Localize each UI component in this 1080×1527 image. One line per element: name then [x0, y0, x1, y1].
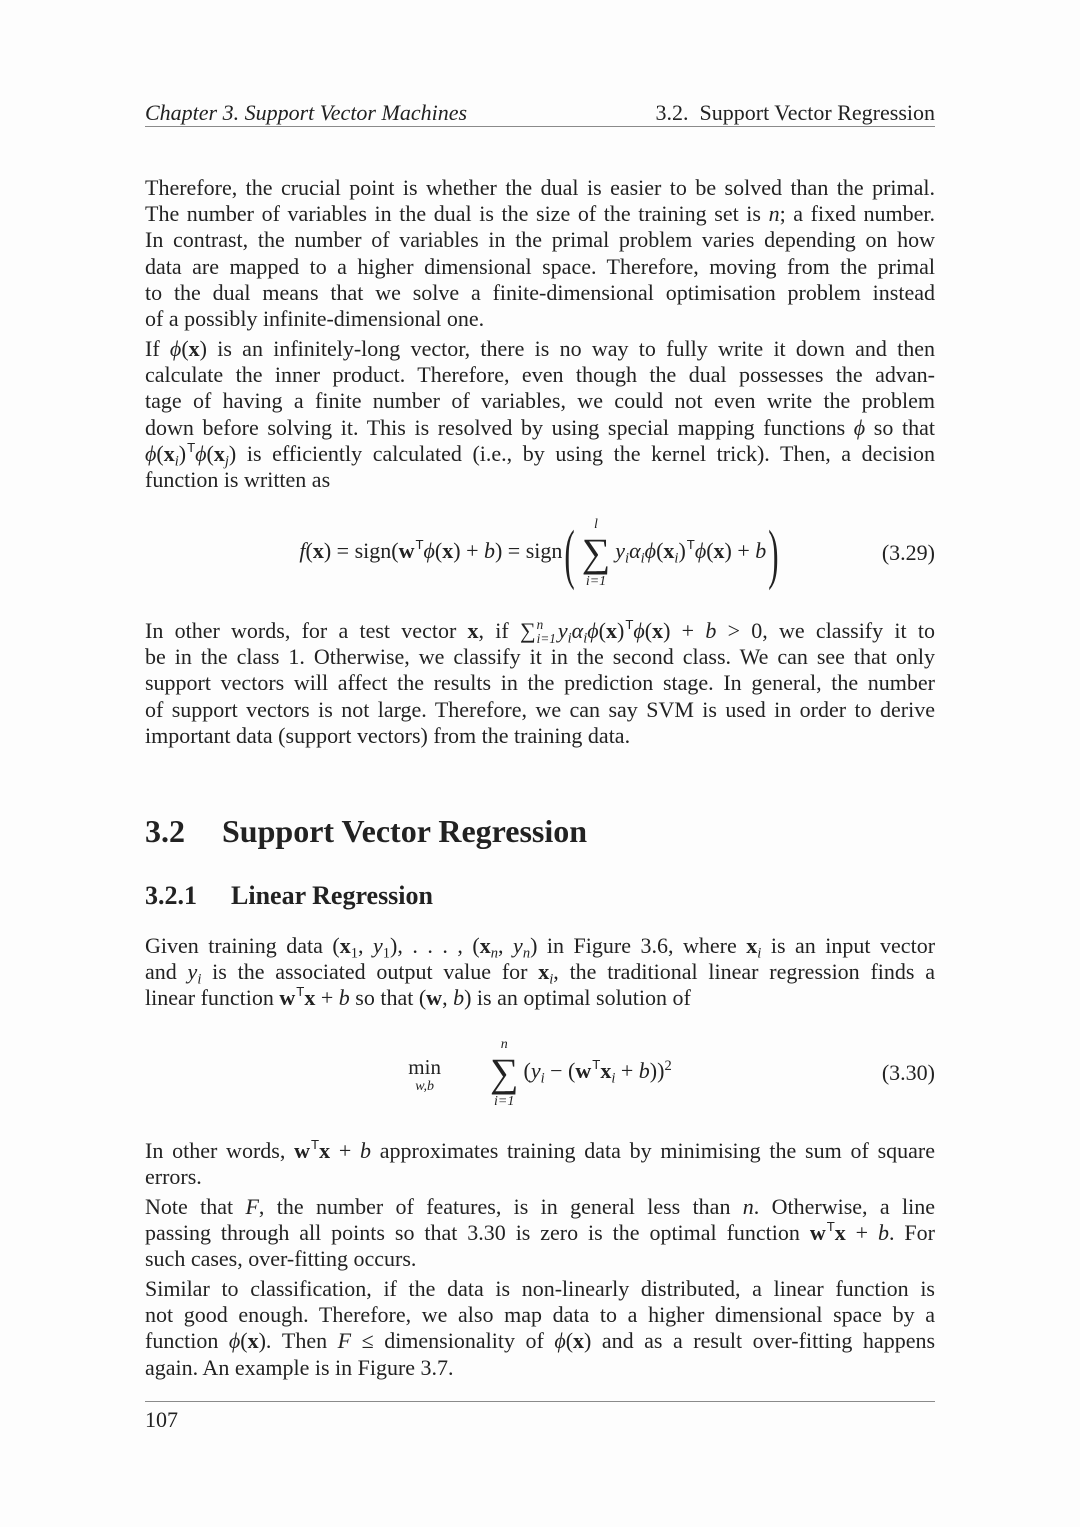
math-vector: w — [575, 1058, 592, 1084]
math-symbol: ( — [206, 440, 214, 466]
subscript: i — [540, 1070, 545, 1087]
text-run: . Otherwise, a line — [753, 1194, 936, 1219]
text-run: data are mapped to a higher dimensional space. Therefore, moving from the primal — [145, 253, 935, 279]
text-run: . Then — [265, 1328, 338, 1354]
math-symbol: + — [845, 1220, 879, 1246]
math-symbol: , — [442, 985, 454, 1011]
text-run: dimensionality of — [384, 1328, 555, 1354]
math-symbol: ) — [228, 440, 237, 466]
equation-expression — [299, 516, 780, 590]
math-vector: x — [213, 440, 225, 466]
text-line — [145, 201, 935, 227]
math-vector: x — [339, 933, 351, 958]
math-italic: n — [742, 1194, 754, 1219]
text-run: approximates training data by minimising the sum of square — [371, 1138, 935, 1163]
text-line — [145, 388, 935, 414]
subscript: i — [611, 1070, 616, 1087]
text-run: again. An example is in Figure 3.7. — [145, 1354, 454, 1380]
text-run: , if — [478, 618, 520, 643]
math-italic: ϕ — [633, 618, 645, 643]
math-symbol: ), . . . , ( — [390, 933, 480, 958]
math-italic: ϕ — [694, 538, 707, 564]
text-run: of a possibly infinite-dimensional one. — [145, 305, 485, 331]
text-run: , the traditional linear regression finds a — [553, 959, 935, 985]
math-symbol: ) — [584, 1328, 592, 1354]
math-symbol: , — [357, 933, 373, 958]
math-symbol: ( — [240, 1328, 248, 1354]
math-vector: x — [652, 618, 664, 643]
text-line — [145, 467, 935, 493]
subscript: i — [549, 971, 554, 988]
text-line — [145, 644, 935, 670]
text-line — [145, 1328, 935, 1354]
text-line — [145, 1302, 935, 1328]
paragraph-kernel-trick — [145, 336, 935, 493]
subscript: i — [674, 550, 679, 567]
big-parenthesis: ) — [768, 515, 779, 591]
text-run: ; a fixed number. — [779, 201, 935, 227]
text-run: Similar to classification, if the data is non-linearly distributed, a linear function is — [145, 1276, 935, 1301]
math-italic: α — [629, 538, 641, 564]
math-symbol: ( — [656, 538, 664, 564]
text-line — [145, 175, 935, 201]
math-italic: F — [337, 1328, 352, 1354]
transpose-mark: T — [686, 536, 695, 552]
superscript: 2 — [664, 1058, 672, 1075]
math-italic: b — [453, 985, 465, 1011]
text-run: such cases, over-fitting occurs. — [145, 1246, 417, 1272]
page-number: 107 — [145, 1407, 178, 1432]
text-run: important data (support vectors) from the training data. — [145, 722, 631, 748]
text-run: . For — [889, 1220, 935, 1246]
text-line — [145, 1276, 935, 1302]
math-symbol: ( — [181, 336, 189, 361]
math-symbol: ( — [598, 618, 606, 643]
text-line — [145, 254, 935, 280]
math-vector: x — [312, 538, 324, 564]
paragraph-nonlinear-mapping — [145, 1276, 935, 1381]
text-line — [145, 1355, 935, 1381]
math-symbol: ∑ — [519, 618, 536, 643]
text-run: in Figure 3.6, where — [537, 933, 747, 958]
text-line — [145, 439, 935, 470]
text-run: In contrast, the number of variables in the primal problem varies depending on how — [145, 227, 935, 253]
footer-rule — [145, 1401, 935, 1402]
math-symbol: ) = sign — [494, 538, 563, 564]
math-vector: w — [426, 985, 443, 1011]
math-vector: x — [538, 959, 550, 985]
paragraph-dual-vs-primal — [145, 175, 935, 332]
running-header — [145, 99, 935, 127]
text-run: errors. — [145, 1164, 202, 1190]
text-run: not good enough. Therefore, we also map data to a higher dimensional space by a — [145, 1302, 935, 1328]
summation-operator — [490, 1036, 519, 1110]
math-vector: x — [304, 985, 316, 1011]
math-vector: x — [163, 440, 175, 466]
sum-upper-limit: n — [500, 1037, 508, 1052]
transpose-mark: T — [625, 616, 634, 632]
text-line — [145, 1164, 935, 1190]
transpose-mark: T — [415, 536, 424, 552]
math-symbol: 1 — [288, 644, 300, 670]
subsection-title: Linear Regression — [231, 881, 433, 910]
text-line — [145, 227, 935, 253]
text-run: and — [145, 959, 188, 985]
text-run: In other words, for a test vector — [145, 618, 468, 643]
text-line — [145, 336, 935, 362]
sum-lower-limit: i=1 — [494, 1094, 515, 1109]
sum-lower-limit: i=1 — [536, 630, 556, 646]
text-run: is an infinitely-long vector, there is no way to fully write it down and then — [206, 336, 935, 361]
math-italic: b — [338, 985, 350, 1011]
math-symbol: + — [315, 985, 339, 1011]
sum-upper-limit: n — [536, 617, 544, 633]
transpose-mark: T — [592, 1056, 601, 1072]
math-vector: x — [479, 933, 491, 958]
text-run: . Otherwise, we classify it in the second class. We can see that only — [299, 644, 935, 670]
math-symbol: ( — [332, 933, 340, 958]
text-line — [145, 985, 935, 1011]
math-vector: x — [247, 1328, 259, 1354]
text-line — [145, 306, 935, 332]
summation-operator — [582, 516, 611, 590]
subscript: 1 — [350, 945, 358, 962]
text-run: passing through all points so that 3.30 is zero is the optimal function — [145, 1220, 810, 1246]
text-run: tage of having a finite number of variables, we could not even write the problem — [145, 388, 935, 414]
transpose-mark: T — [187, 439, 196, 455]
math-symbol: ) — [616, 618, 625, 643]
math-vector: x — [188, 336, 200, 361]
math-symbol: )) — [649, 1058, 665, 1084]
text-run: Note that — [145, 1194, 246, 1219]
math-vector: w — [809, 1220, 826, 1246]
text-line — [145, 933, 936, 962]
text-line — [145, 723, 935, 749]
math-italic: ϕ — [228, 1328, 241, 1354]
math-symbol: ) — [178, 440, 187, 466]
math-vector: w — [398, 538, 415, 564]
math-symbol: ( — [644, 618, 653, 643]
math-italic: y — [530, 1058, 541, 1084]
math-italic: b — [705, 618, 717, 643]
subsection-heading — [145, 880, 935, 912]
running-header-chapter: Chapter 3. Support Vector Machines — [145, 100, 468, 125]
text-run: so that — [865, 414, 935, 440]
math-italic: b — [755, 538, 767, 564]
math-italic: b — [483, 538, 495, 564]
math-italic: ϕ — [423, 538, 435, 564]
math-vector: x — [663, 538, 675, 564]
text-run: is an input vector — [761, 933, 936, 958]
math-vector: x — [713, 538, 725, 564]
sum-limits-inline — [537, 618, 556, 644]
transpose-mark: T — [311, 1136, 320, 1152]
text-run: so that — [349, 985, 419, 1011]
math-symbol: ( — [565, 1328, 574, 1354]
section-number: 3.2 — [145, 813, 185, 849]
math-vector: x — [834, 1220, 846, 1246]
math-vector: x — [319, 1138, 331, 1163]
math-symbol: ) — [258, 1328, 266, 1354]
math-symbol: ) — [530, 933, 538, 958]
text-line — [145, 1194, 935, 1220]
text-run: If — [145, 336, 170, 361]
subscript: i — [197, 971, 202, 988]
math-vector: x — [573, 1328, 585, 1354]
sum-lower-limit: i=1 — [585, 574, 607, 589]
subscript: i — [640, 550, 645, 567]
math-italic: y — [557, 618, 568, 643]
text-run: is efficiently calculated (i.e., by using the kernel trick). Then, a decision — [236, 440, 935, 466]
math-symbol: , — [498, 933, 514, 958]
subscript: j — [224, 453, 229, 470]
math-italic: ϕ — [644, 538, 657, 564]
equation-3-30 — [145, 1031, 935, 1115]
text-line — [145, 280, 935, 306]
running-header-section: 3.2. Support Vector Regression — [655, 100, 935, 125]
text-line — [145, 1138, 935, 1164]
text-line — [145, 616, 935, 647]
math-italic: ϕ — [169, 336, 182, 361]
math-symbol: ( — [418, 985, 427, 1011]
text-run: function — [145, 1328, 229, 1354]
min-label: min — [408, 1055, 441, 1079]
math-italic: ϕ — [554, 1328, 566, 1354]
math-symbol: − ( — [544, 1058, 576, 1084]
paragraph-least-squares — [145, 1138, 935, 1190]
math-italic: b — [878, 1220, 890, 1246]
subscript: i — [625, 550, 630, 567]
math-symbol: ) — [464, 985, 472, 1011]
equation-3-29 — [145, 505, 935, 601]
text-run: is an optimal solution of — [471, 985, 691, 1011]
text-line — [145, 670, 935, 696]
text-run: be in the class — [145, 644, 289, 670]
math-italic: ϕ — [195, 440, 207, 466]
math-vector: x — [600, 1058, 612, 1084]
text-run: Therefore, the crucial point is whether the dual is easier to be solved than the primal. — [145, 175, 935, 200]
math-vector: x — [442, 538, 454, 564]
text-run: and as a result over-fitting happens — [591, 1328, 936, 1354]
math-symbol: ( — [305, 538, 313, 564]
math-italic: b — [638, 1058, 650, 1084]
text-run: of support vectors is not large. Therefore, we can say SVM is used in order to derive — [145, 696, 935, 722]
sum-symbol: ∑ — [581, 530, 611, 575]
math-italic: ϕ — [587, 618, 599, 643]
math-vector: w — [279, 985, 296, 1011]
math-symbol: ≤ — [351, 1328, 385, 1354]
math-italic: ϕ — [853, 414, 866, 440]
sum-upper-limit: l — [594, 517, 598, 532]
text-run: is the associated output value for — [201, 959, 539, 985]
subscript: i — [757, 945, 762, 962]
subscript: i — [174, 453, 179, 470]
math-symbol: ) — [199, 336, 207, 361]
paragraph-linear-regression-intro — [145, 933, 935, 1012]
text-line — [145, 959, 935, 988]
math-symbol: + — [330, 1138, 360, 1163]
text-run: Given training data — [145, 933, 333, 958]
math-italic: ϕ — [145, 440, 157, 466]
math-italic: y — [513, 933, 523, 958]
text-line — [145, 1246, 935, 1272]
math-symbol: ( — [706, 538, 714, 564]
transpose-mark: T — [826, 1218, 835, 1234]
math-symbol: ( — [523, 1058, 531, 1084]
min-subscript: w,b — [415, 1079, 435, 1094]
math-symbol: ) = sign( — [323, 538, 399, 564]
text-line — [145, 697, 935, 723]
text-run: linear function — [145, 985, 280, 1011]
math-italic: α — [571, 618, 584, 643]
math-symbol: ) + — [453, 538, 484, 564]
paragraph-classification-rule — [145, 618, 935, 749]
text-line — [145, 1220, 935, 1246]
text-run: function is written as — [145, 466, 331, 492]
sum-symbol: ∑ — [489, 1050, 519, 1095]
math-vector: x — [467, 618, 479, 643]
text-run: to the dual means that we solve a finite-dimensional optimisation problem instead — [145, 279, 935, 305]
math-italic: n — [768, 201, 780, 227]
math-symbol: ) + — [724, 538, 756, 564]
math-italic: y — [373, 933, 383, 958]
subsection-number: 3.2.1 — [145, 881, 197, 910]
text-run: The number of variables in the dual is the size of the training set is — [145, 201, 769, 227]
text-line — [145, 415, 935, 441]
math-italic: f — [299, 538, 306, 564]
text-run: down before solving it. This is resolved by using special mapping functions — [145, 414, 854, 440]
equation-expression — [408, 1036, 671, 1110]
subscript: i — [583, 630, 588, 647]
math-vector: x — [605, 618, 617, 643]
text-run: , the number of features, is in general less than — [258, 1194, 743, 1219]
math-vector: x — [746, 933, 758, 958]
subscript: n — [490, 945, 499, 962]
text-run: support vectors will affect the results in the prediction stage. In general, the number — [145, 670, 935, 696]
transpose-mark: T — [296, 984, 305, 1000]
math-symbol: + — [615, 1058, 639, 1084]
math-italic: b — [360, 1138, 371, 1163]
big-parenthesis: ( — [564, 515, 575, 591]
subscript: n — [522, 945, 531, 962]
equation-number: (3.29) — [881, 540, 935, 565]
minimization-operator — [408, 1051, 441, 1095]
text-line — [145, 362, 935, 388]
math-symbol: ( — [434, 538, 443, 564]
math-symbol: ) + — [663, 618, 706, 643]
math-italic: y — [615, 538, 626, 564]
text-run: calculate the inner product. Therefore, even though the dual possesses the advan- — [145, 362, 935, 388]
section-title: Support Vector Regression — [222, 813, 588, 849]
subscript: i — [567, 630, 572, 647]
paragraph-overfitting-note — [145, 1194, 935, 1273]
math-symbol: > 0 — [716, 618, 763, 643]
text-run: In other words, — [145, 1138, 295, 1163]
section-heading — [145, 811, 935, 851]
math-vector: w — [294, 1138, 310, 1163]
math-italic: y — [187, 959, 198, 985]
subscript: 1 — [382, 945, 391, 962]
math-symbol: ) — [678, 538, 686, 564]
equation-number: (3.30) — [881, 1060, 935, 1085]
text-run: , we classify it to — [762, 618, 935, 643]
math-symbol: ( — [156, 440, 164, 466]
math-italic: F — [245, 1194, 259, 1219]
